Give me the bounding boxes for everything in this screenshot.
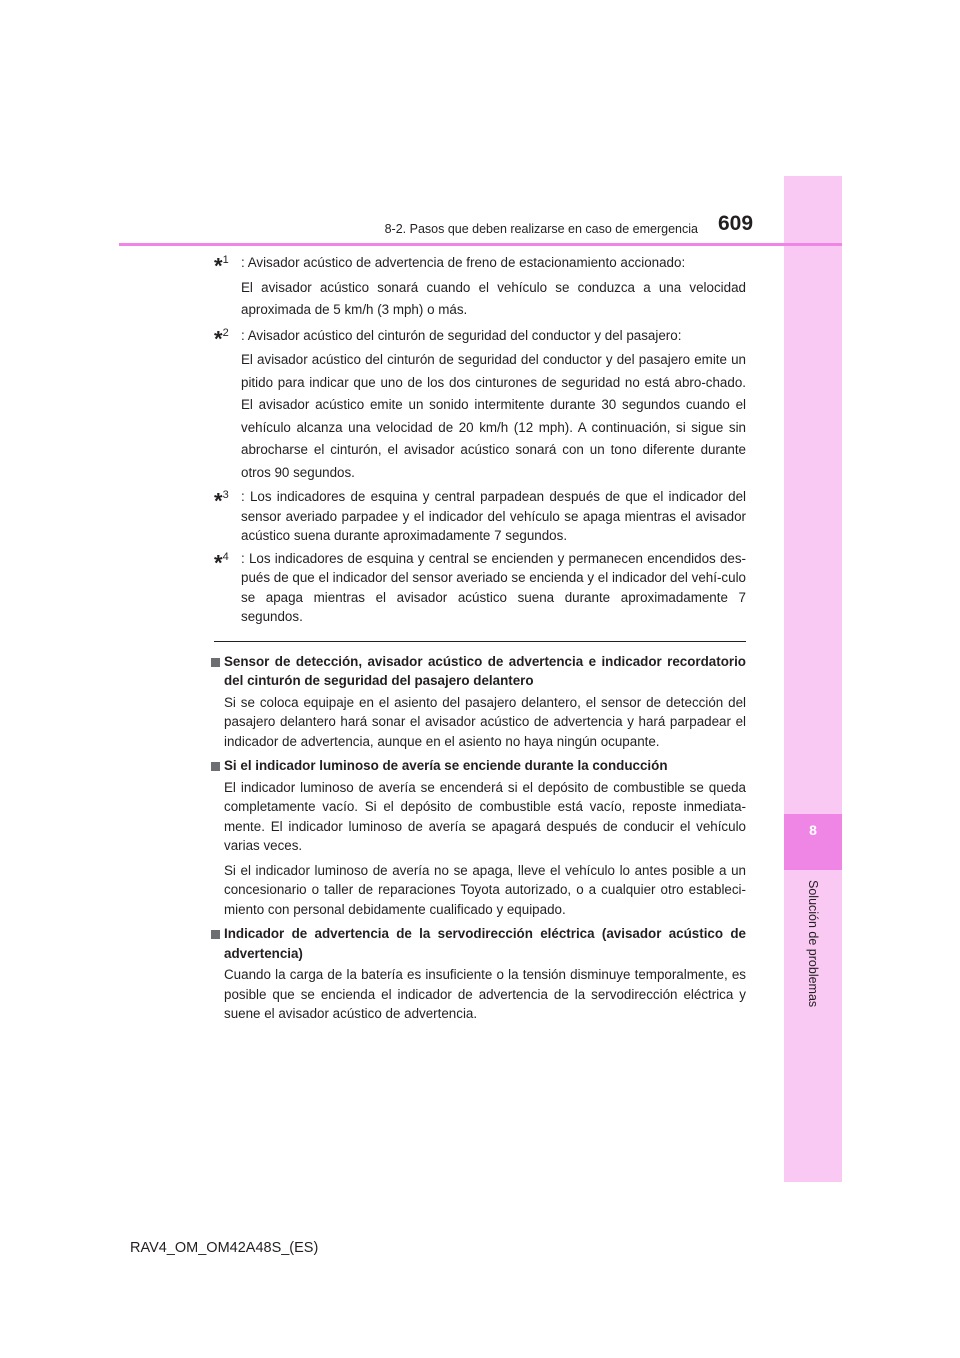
chapter-title: Solución de problemas [806,880,820,1008]
document-code: RAV4_OM_OM42A48S_(ES) [130,1240,319,1256]
footnote-marker: *$^1$ [214,253,229,279]
chapter-side-tab [784,176,842,1182]
item-heading: Si el indicador luminoso de avería se enciende durante la conducción [224,758,668,773]
square-bullet-icon [211,658,220,667]
footnote-3 [214,487,746,546]
footnote-1 [214,252,746,322]
info-item-passenger-sensor [214,652,746,752]
footnote-body: El avisador acústico sonará cuando el vehículo se conduzca a una velocidad aproximada de 5 km/h (3 mph) o más. [241,279,746,317]
section-divider [214,641,746,642]
footnote-title: : Avisador acústico de advertencia de freno de estacionamiento accionado: [241,255,686,270]
square-bullet-icon [211,762,220,771]
footnote-2 [214,325,746,485]
footnote-title: : Avisador acústico del cinturón de seguridad del conductor y del pasajero: [241,327,682,343]
chapter-title-wrap [806,880,826,1020]
item-paragraph: Si el indicador luminoso de avería no se apaga, lleve el vehículo lo antes posible a un concesionario o taller de reparaciones Toyota autorizado, o a cualquier otro estableci-miento con personal debidamente cualificado y equipado. [224,862,746,917]
page-number: 609 [718,212,754,235]
footnote-title: : Los indicadores de esquina y central se encienden y permanecen encendidos des-pués de que el indicador del sensor averiado se encienda y el indicador del vehí-culo se apaga mientras el avisador acústico suena durante aproximadamente 7 segundos. [241,550,746,624]
footnote-4 [214,549,746,627]
item-heading: Indicador de advertencia de la servodirección eléctrica (avisador acústico de advertencia) [224,926,746,961]
footnote-body: El avisador acústico del cinturón de seguridad del conductor y del pasajero emite un pitido para indicar que uno de los dos cinturones de seguridad no está abro-chado. El avisador acústico emite un sonido intermitente durante 30 segundos cuando el vehículo alcanza una velocidad de 20 km/h (12 mph). A continuación, si sigue sin abrocharse el cinturón, el avisador acústico sonará con un tono diferente durante otros 90 segundos. [241,352,746,480]
info-item-malfunction-light [214,756,746,919]
chapter-number: 8 [809,822,817,838]
item-paragraph: El indicador luminoso de avería se encenderá si el depósito de combustible se queda completamente vacío. Si el depósito de combustible está vacío, reposte inmediata-mente. El indicador luminoso de avería se apagará después de conducir el vehículo varias veces. [224,779,746,853]
page-content [214,252,746,1029]
footnote-marker: *$^3$ [214,488,229,514]
info-item-power-steering [214,924,746,1024]
item-paragraph: Cuando la carga de la batería es insuficiente o la tensión disminuye temporalmente, es posible que se encienda el indicador de advertencia de la servodirección eléctrica y suene el avisador acústico de advertencia. [224,967,746,1021]
footnote-marker: *$^4$ [214,549,229,575]
square-bullet-icon [211,930,220,939]
header-divider [119,243,842,246]
item-paragraph: Si se coloca equipaje en el asiento del pasajero delantero, el sensor de detección del pasajero delantero hará sonar el avisador acústico de advertencia y hará parpadear el indicador de advertencia, aunque en el asiento no haya ningún ocupante. [224,694,746,749]
section-title: 8-2. Pasos que deben realizarse en caso de emergencia [384,222,698,236]
footnote-marker: *$^2$ [214,325,229,351]
item-heading: Sensor de detección, avisador acústico de advertencia e indicador recordatorio del cinturón de seguridad del pasajero delantero [224,653,746,688]
footnote-title: : Los indicadores de esquina y central parpadean después de que el indicador del sensor averiado parpadee y el indicador del vehículo se apaga mientras el avisador acústico suena durante aproximadamente 7 segundos. [241,489,746,543]
